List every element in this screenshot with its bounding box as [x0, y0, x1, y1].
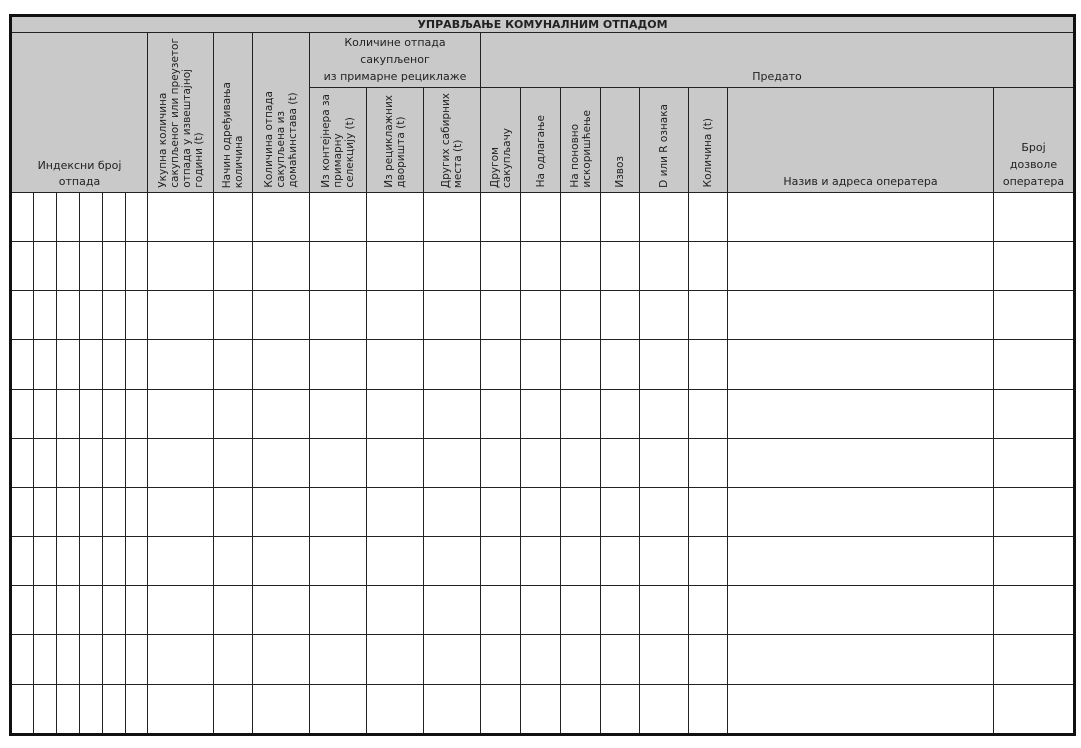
table-cell[interactable] [126, 586, 148, 635]
from-containers-header [310, 88, 367, 192]
table-cell[interactable] [103, 389, 126, 438]
d-or-r-code-label: D или R ознака [658, 103, 670, 188]
table-cell[interactable] [310, 389, 367, 438]
table-cell[interactable] [424, 537, 481, 586]
table-cell[interactable] [148, 192, 214, 241]
total-quantity-label: Укупна количина сакупљеног или преузетог отпада у извештајној години (t) [156, 38, 205, 188]
table-cell[interactable] [728, 487, 994, 536]
table-cell[interactable] [11, 586, 34, 635]
table-cell[interactable] [521, 586, 561, 635]
table-cell[interactable] [424, 192, 481, 241]
table-cell[interactable] [103, 586, 126, 635]
table-cell[interactable] [367, 684, 424, 734]
table-cell[interactable] [521, 684, 561, 734]
household-quantity-label: Количина отпада сакупљена из домаћинстава (t) [263, 91, 299, 188]
primary-recycling-header [310, 33, 481, 88]
table-cell[interactable] [689, 635, 728, 684]
table-cell[interactable] [728, 192, 994, 241]
table-cell[interactable] [601, 635, 640, 684]
table-cell[interactable] [310, 586, 367, 635]
table-cell[interactable] [367, 635, 424, 684]
table-cell[interactable] [481, 241, 521, 290]
table-cell[interactable] [994, 684, 1075, 734]
table-cell[interactable] [521, 291, 561, 340]
form-title: УПРАВЉАЊЕ КОМУНАЛНИМ ОТПАДОМ [11, 16, 1075, 33]
table-cell[interactable] [728, 291, 994, 340]
table-cell[interactable] [310, 635, 367, 684]
table-cell[interactable] [310, 438, 367, 487]
index-number-header [11, 33, 148, 193]
table-cell[interactable] [994, 241, 1075, 290]
table-cell[interactable] [640, 537, 689, 586]
table-cell[interactable] [689, 487, 728, 536]
permit-number-label: Број дозволе оператера [1002, 140, 1065, 188]
table-cell[interactable] [640, 635, 689, 684]
table-row [11, 635, 1075, 684]
table-cell[interactable] [601, 586, 640, 635]
household-quantity-header [253, 33, 310, 193]
table-cell[interactable] [561, 340, 601, 389]
table-cell[interactable] [34, 635, 57, 684]
table-cell[interactable] [11, 291, 34, 340]
reuse-label: На поновно искоришћење [568, 110, 593, 188]
table-cell[interactable] [481, 586, 521, 635]
disposal-header [521, 88, 561, 192]
quantity-label: Количина (t) [702, 118, 714, 188]
table-cell[interactable] [689, 192, 728, 241]
table-cell[interactable] [103, 684, 126, 734]
table-cell[interactable] [126, 389, 148, 438]
table-cell[interactable] [214, 389, 253, 438]
table-cell[interactable] [11, 635, 34, 684]
table-cell[interactable] [561, 537, 601, 586]
table-cell[interactable] [367, 389, 424, 438]
table-cell[interactable] [253, 291, 310, 340]
table-cell[interactable] [148, 537, 214, 586]
primary-recycling-label: Количине отпада сакупљеног из примарне рециклаже [323, 35, 467, 83]
table-cell[interactable] [126, 635, 148, 684]
table-cell[interactable] [640, 586, 689, 635]
table-cell[interactable] [126, 340, 148, 389]
table-cell[interactable] [148, 291, 214, 340]
table-cell[interactable] [103, 438, 126, 487]
table-cell[interactable] [80, 192, 103, 241]
table-cell[interactable] [640, 389, 689, 438]
table-cell[interactable] [11, 241, 34, 290]
table-row [11, 192, 1075, 241]
table-cell[interactable] [253, 389, 310, 438]
table-cell[interactable] [80, 684, 103, 734]
table-cell[interactable] [481, 537, 521, 586]
table-cell[interactable] [103, 635, 126, 684]
table-cell[interactable] [640, 438, 689, 487]
quantity-header [689, 88, 728, 192]
table-cell[interactable] [728, 586, 994, 635]
table-cell[interactable] [57, 241, 80, 290]
reuse-header [561, 88, 601, 192]
table-cell[interactable] [424, 438, 481, 487]
table-cell[interactable] [34, 684, 57, 734]
table-cell[interactable] [481, 438, 521, 487]
table-cell[interactable] [481, 192, 521, 241]
table-cell[interactable] [57, 586, 80, 635]
table-row [11, 241, 1075, 290]
table-cell[interactable] [367, 291, 424, 340]
table-cell[interactable] [601, 192, 640, 241]
table-cell[interactable] [148, 586, 214, 635]
table-cell[interactable] [34, 291, 57, 340]
table-cell[interactable] [57, 192, 80, 241]
table-cell[interactable] [253, 487, 310, 536]
table-cell[interactable] [367, 586, 424, 635]
table-cell[interactable] [521, 438, 561, 487]
table-cell[interactable] [561, 438, 601, 487]
table-cell[interactable] [80, 291, 103, 340]
table-cell[interactable] [11, 389, 34, 438]
table-cell[interactable] [34, 487, 57, 536]
table-cell[interactable] [689, 586, 728, 635]
permit-number-header [994, 88, 1075, 192]
table-cell[interactable] [640, 291, 689, 340]
table-cell[interactable] [214, 291, 253, 340]
table-cell[interactable] [80, 537, 103, 586]
table-cell[interactable] [148, 487, 214, 536]
table-cell[interactable] [80, 340, 103, 389]
other-collector-label: Другом сакупљачу [488, 127, 513, 188]
table-cell[interactable] [601, 291, 640, 340]
table-cell[interactable] [57, 340, 80, 389]
table-cell[interactable] [310, 340, 367, 389]
table-cell[interactable] [11, 192, 34, 241]
table-cell[interactable] [640, 684, 689, 734]
table-cell[interactable] [689, 389, 728, 438]
table-cell[interactable] [424, 291, 481, 340]
table-cell[interactable] [601, 340, 640, 389]
table-cell[interactable] [994, 537, 1075, 586]
table-row [11, 487, 1075, 536]
table-cell[interactable] [253, 635, 310, 684]
table-cell[interactable] [994, 438, 1075, 487]
operator-name-address-label: Назив и адреса оператера [783, 174, 938, 188]
table-cell[interactable] [253, 241, 310, 290]
table-cell[interactable] [214, 684, 253, 734]
table-cell[interactable] [80, 635, 103, 684]
index-number-label: Индексни број отпада [37, 158, 122, 188]
table-cell[interactable] [11, 340, 34, 389]
table-cell[interactable] [253, 438, 310, 487]
operator-name-address-header [728, 88, 994, 192]
table-cell[interactable] [424, 635, 481, 684]
table-cell[interactable] [214, 537, 253, 586]
table-cell[interactable] [689, 340, 728, 389]
table-cell[interactable] [34, 340, 57, 389]
table-cell[interactable] [11, 487, 34, 536]
total-quantity-header [148, 33, 214, 193]
table-cell[interactable] [367, 438, 424, 487]
table-cell[interactable] [728, 438, 994, 487]
table-cell[interactable] [367, 192, 424, 241]
table-cell[interactable] [310, 537, 367, 586]
table-cell[interactable] [57, 487, 80, 536]
table-cell[interactable] [103, 487, 126, 536]
table-cell[interactable] [689, 537, 728, 586]
table-cell[interactable] [640, 192, 689, 241]
table-cell[interactable] [214, 586, 253, 635]
table-cell[interactable] [214, 340, 253, 389]
table-cell[interactable] [561, 635, 601, 684]
table-cell[interactable] [481, 389, 521, 438]
table-row [11, 438, 1075, 487]
other-collection-points-header [424, 88, 481, 192]
handed-over-label: Предато [752, 70, 802, 84]
table-cell[interactable] [11, 537, 34, 586]
table-cell[interactable] [126, 192, 148, 241]
table-cell[interactable] [424, 586, 481, 635]
table-cell[interactable] [253, 340, 310, 389]
table-cell[interactable] [481, 340, 521, 389]
table-cell[interactable] [214, 438, 253, 487]
table-cell[interactable] [689, 684, 728, 734]
table-cell[interactable] [994, 192, 1075, 241]
table-cell[interactable] [367, 340, 424, 389]
table-cell[interactable] [728, 241, 994, 290]
table-cell[interactable] [561, 241, 601, 290]
table-cell[interactable] [424, 241, 481, 290]
table-cell[interactable] [601, 684, 640, 734]
table-cell[interactable] [126, 537, 148, 586]
table-cell[interactable] [561, 487, 601, 536]
table-cell[interactable] [994, 586, 1075, 635]
determination-method-header [214, 33, 253, 193]
table-cell[interactable] [994, 487, 1075, 536]
table-cell[interactable] [126, 241, 148, 290]
table-cell[interactable] [640, 487, 689, 536]
table-cell[interactable] [310, 684, 367, 734]
table-cell[interactable] [994, 291, 1075, 340]
table-cell[interactable] [126, 684, 148, 734]
table-cell[interactable] [601, 241, 640, 290]
from-recycling-yards-label: Из рециклажних дворишта (t) [383, 95, 407, 188]
table-cell[interactable] [253, 586, 310, 635]
table-cell[interactable] [148, 340, 214, 389]
table-cell[interactable] [103, 537, 126, 586]
table-cell[interactable] [728, 635, 994, 684]
table-cell[interactable] [689, 291, 728, 340]
table-cell[interactable] [367, 537, 424, 586]
table-row [11, 340, 1075, 389]
table-cell[interactable] [481, 487, 521, 536]
table-cell[interactable] [80, 438, 103, 487]
waste-management-form [9, 14, 1076, 736]
table-row [11, 291, 1075, 340]
table-cell[interactable] [601, 438, 640, 487]
table-cell[interactable] [126, 291, 148, 340]
table-cell[interactable] [148, 438, 214, 487]
table-cell[interactable] [214, 192, 253, 241]
table-cell[interactable] [521, 340, 561, 389]
table-cell[interactable] [80, 586, 103, 635]
table-cell[interactable] [103, 291, 126, 340]
table-cell[interactable] [424, 389, 481, 438]
table-cell[interactable] [367, 487, 424, 536]
table-cell[interactable] [80, 487, 103, 536]
table-cell[interactable] [11, 438, 34, 487]
table-cell[interactable] [310, 241, 367, 290]
table-cell[interactable] [11, 684, 34, 734]
table-row [11, 684, 1075, 734]
table-cell[interactable] [34, 537, 57, 586]
table-cell[interactable] [481, 635, 521, 684]
table-cell[interactable] [640, 340, 689, 389]
table-cell[interactable] [57, 291, 80, 340]
table-cell[interactable] [310, 487, 367, 536]
table-cell[interactable] [148, 389, 214, 438]
table-cell[interactable] [994, 340, 1075, 389]
table-cell[interactable] [103, 192, 126, 241]
table-cell[interactable] [148, 241, 214, 290]
table-cell[interactable] [424, 340, 481, 389]
table-cell[interactable] [521, 487, 561, 536]
table-cell[interactable] [561, 684, 601, 734]
handed-over-header [481, 33, 1075, 88]
table-cell[interactable] [34, 438, 57, 487]
from-containers-label: Из контејнера за примарну селекцију (t) [320, 94, 356, 188]
table-cell[interactable] [214, 241, 253, 290]
export-header [601, 88, 640, 192]
table-cell[interactable] [728, 537, 994, 586]
table-cell[interactable] [521, 389, 561, 438]
from-recycling-yards-header [367, 88, 424, 192]
table-cell[interactable] [57, 389, 80, 438]
export-label: Извоз [614, 156, 626, 188]
table-cell[interactable] [601, 389, 640, 438]
table-cell[interactable] [126, 438, 148, 487]
table-cell[interactable] [214, 635, 253, 684]
table-cell[interactable] [103, 340, 126, 389]
table-cell[interactable] [253, 684, 310, 734]
table-cell[interactable] [253, 537, 310, 586]
table-row [11, 389, 1075, 438]
table-cell[interactable] [994, 635, 1075, 684]
table-cell[interactable] [310, 192, 367, 241]
table-cell[interactable] [481, 684, 521, 734]
table-cell[interactable] [57, 684, 80, 734]
table-cell[interactable] [80, 389, 103, 438]
table-cell[interactable] [521, 635, 561, 684]
table-cell[interactable] [561, 389, 601, 438]
table-cell[interactable] [728, 684, 994, 734]
table-cell[interactable] [57, 537, 80, 586]
table-cell[interactable] [521, 241, 561, 290]
d-or-r-code-header [640, 88, 689, 192]
table-cell[interactable] [57, 438, 80, 487]
table-cell[interactable] [561, 192, 601, 241]
table-cell[interactable] [601, 537, 640, 586]
table-cell[interactable] [481, 291, 521, 340]
table-cell[interactable] [103, 241, 126, 290]
table-cell[interactable] [253, 192, 310, 241]
table-cell[interactable] [994, 389, 1075, 438]
table-cell[interactable] [561, 586, 601, 635]
table-cell[interactable] [214, 487, 253, 536]
table-cell[interactable] [57, 635, 80, 684]
table-cell[interactable] [148, 635, 214, 684]
table-cell[interactable] [34, 192, 57, 241]
table-cell[interactable] [34, 241, 57, 290]
table-cell[interactable] [424, 487, 481, 536]
table-cell[interactable] [34, 586, 57, 635]
table-cell[interactable] [126, 487, 148, 536]
table-cell[interactable] [521, 537, 561, 586]
table-cell[interactable] [367, 241, 424, 290]
table-cell[interactable] [728, 389, 994, 438]
table-cell[interactable] [34, 389, 57, 438]
table-row [11, 586, 1075, 635]
determination-method-label: Начин одређивања количина [221, 81, 245, 188]
table-cell[interactable] [640, 241, 689, 290]
other-collector-header [481, 88, 521, 192]
table-cell[interactable] [310, 291, 367, 340]
table-cell[interactable] [601, 487, 640, 536]
other-collection-points-label: Других сабирних места (t) [440, 92, 464, 188]
table-cell[interactable] [424, 684, 481, 734]
table-cell[interactable] [521, 192, 561, 241]
table-cell[interactable] [689, 241, 728, 290]
disposal-label: На одлагање [534, 115, 547, 188]
table-cell[interactable] [689, 438, 728, 487]
table-cell[interactable] [728, 340, 994, 389]
table-cell[interactable] [80, 241, 103, 290]
table-row [11, 537, 1075, 586]
table-cell[interactable] [148, 684, 214, 734]
table-cell[interactable] [561, 291, 601, 340]
